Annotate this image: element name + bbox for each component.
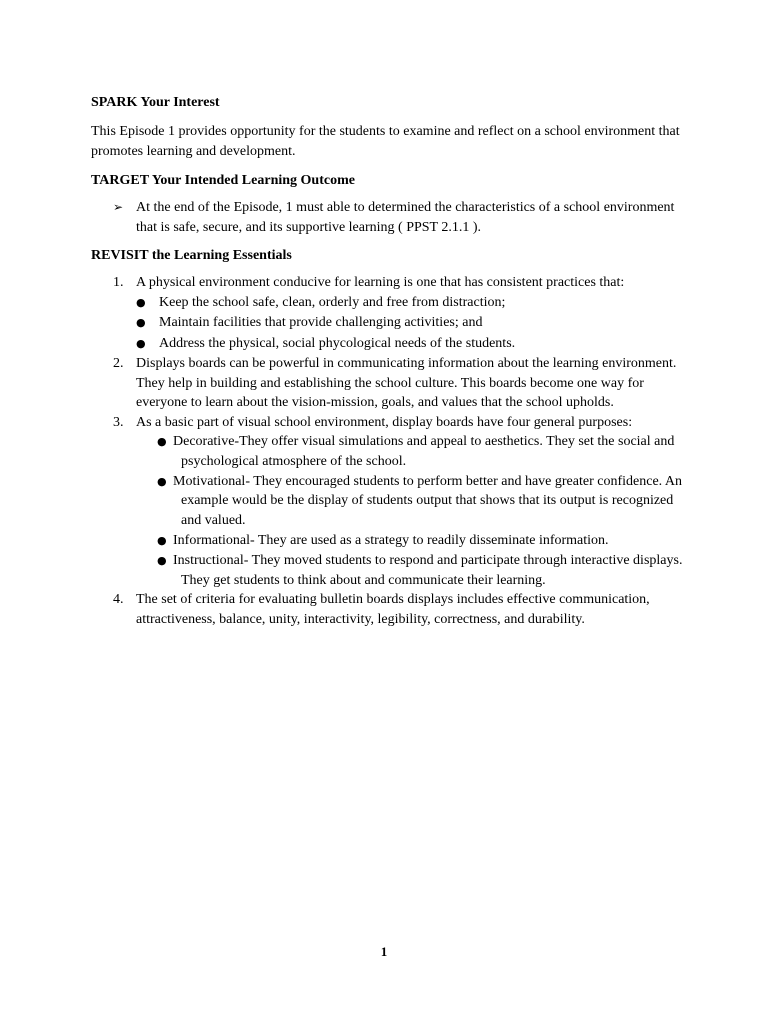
revisit-heading: REVISIT the Learning Essentials xyxy=(91,248,292,263)
essentials-item-2 xyxy=(91,354,691,413)
item-number: 2. xyxy=(113,356,124,371)
item-text: A physical environment conducive for learning is one that has consistent practices that: xyxy=(136,275,625,290)
bullet-dot-icon: ● xyxy=(157,474,167,488)
sub-bullet-text: Keep the school safe, clean, orderly and free from distraction; xyxy=(159,294,506,310)
bullet-dot-icon: ● xyxy=(136,336,146,350)
purpose-item-informational xyxy=(136,531,691,551)
document-body xyxy=(91,93,691,629)
purpose-text: Informational- They are used as a strategy to readily disseminate information. xyxy=(173,532,609,548)
item-text: Displays boards can be powerful in communicating information about the learning environment. They help in building and establishing the school culture. This boards become one way for everyone to learn about the vision-mission, goals, and values that the school upholds. xyxy=(136,356,677,410)
spark-heading: SPARK Your Interest xyxy=(91,95,220,110)
sub-bullet-text: Maintain facilities that provide challenging activities; and xyxy=(159,315,483,330)
sub-bullet-item xyxy=(136,334,691,355)
bullet-dot-icon: ● xyxy=(157,553,167,567)
purpose-text: Instructional- They moved students to respond and participate through interactive displays. They get students to think about and communicate their learning. xyxy=(173,552,683,588)
essentials-item-3 xyxy=(91,413,691,591)
purposes-list xyxy=(136,432,691,590)
bullet-dot-icon: ● xyxy=(157,435,167,448)
purpose-item-decorative xyxy=(136,432,691,472)
purpose-text: Motivational- They encouraged students to perform better and have greater confidence. An example would be the display of students output that shows that its output is recognized and valued. xyxy=(173,473,682,529)
item-number: 1. xyxy=(113,275,124,290)
learning-outcome xyxy=(91,198,691,237)
purpose-text: Decorative-They offer visual simulations and appeal to aesthetics. They set the social and psychological atmosphere of the school. xyxy=(173,434,675,469)
essentials-list xyxy=(91,273,691,629)
bullet-dot-icon: ● xyxy=(136,316,146,329)
sub-bullet-item xyxy=(136,293,691,314)
item-number: 4. xyxy=(113,592,124,608)
essentials-item-4 xyxy=(91,590,691,629)
target-heading: TARGET Your Intended Learning Outcome xyxy=(91,173,355,188)
item-text: As a basic part of visual school environment, display boards have four general purposes: xyxy=(136,414,633,430)
page-number: 1 xyxy=(380,944,388,959)
spark-paragraph: This Episode 1 provides opportunity for the students to examine and reflect on a school environment that promotes learning and development. xyxy=(91,124,680,159)
learning-outcome-text: At the end of the Episode, 1 must able to determined the characteristics of a school environment that is safe, secure, and its supportive learning ( PPST 2.1.1 ). xyxy=(136,200,675,235)
essentials-item-1 xyxy=(91,273,691,354)
bullet-dot-icon: ● xyxy=(136,295,146,309)
item-text: The set of criteria for evaluating bulletin boards displays includes effective communication, attractiveness, balance, unity, interactivity, legibility, correctness, and durability. xyxy=(136,592,650,627)
purpose-item-instructional xyxy=(136,551,691,591)
sub-bullet-text: Address the physical, social phycological needs of the students. xyxy=(159,335,516,351)
sub-bullet-list xyxy=(136,293,691,355)
sub-bullet-item xyxy=(136,313,691,334)
arrow-bullet-icon: ➢ xyxy=(113,200,124,214)
bullet-dot-icon: ● xyxy=(157,533,167,547)
item-number: 3. xyxy=(113,414,124,430)
purpose-item-motivational xyxy=(136,472,691,531)
